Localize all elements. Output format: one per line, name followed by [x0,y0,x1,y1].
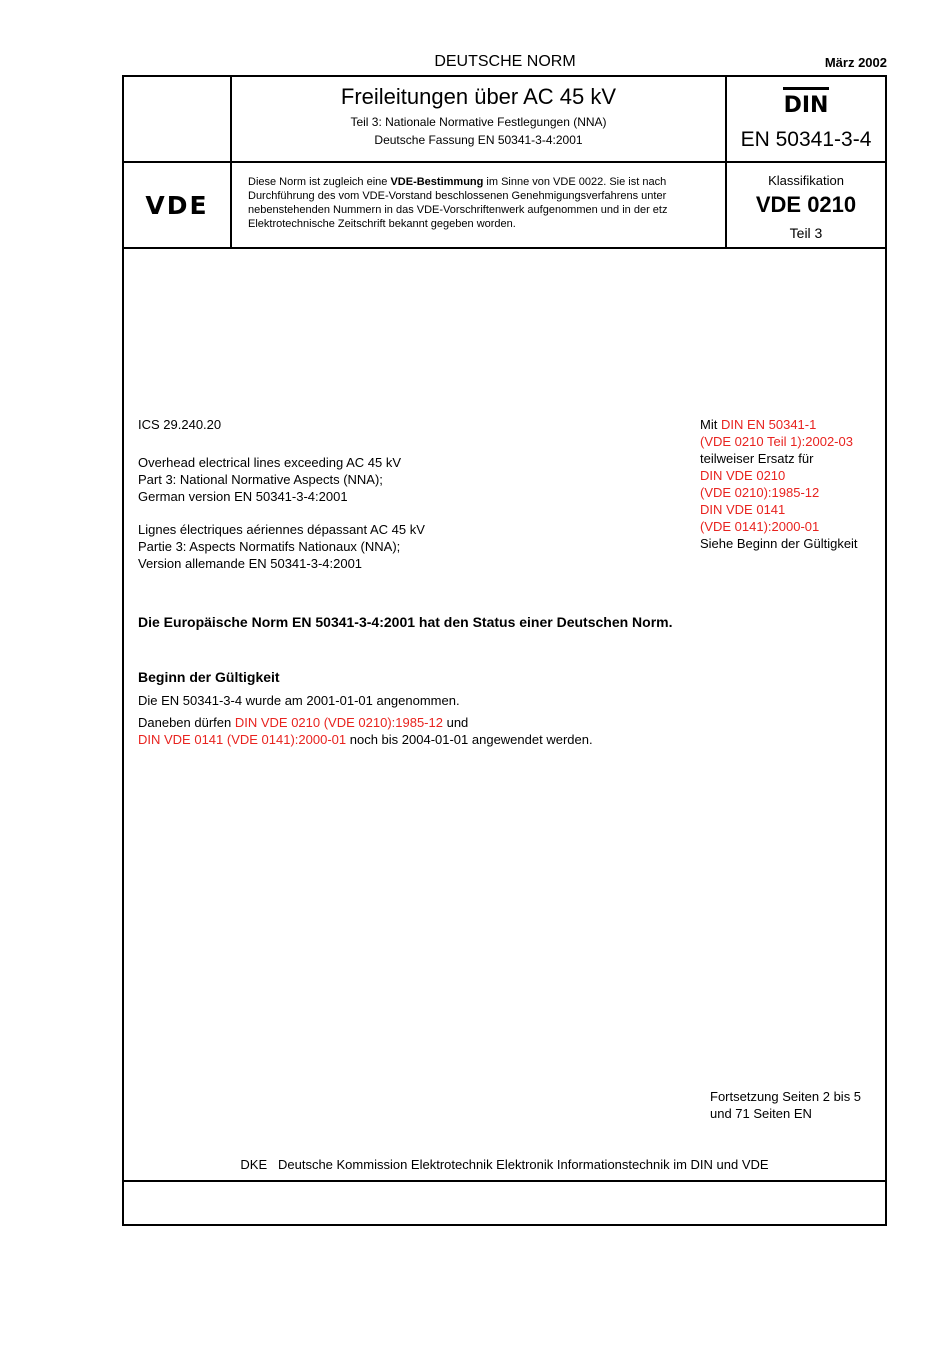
validity-paragraph: Die EN 50341-3-4 wurde am 2001-01-01 angenommen. [138,693,460,708]
document-subtitle-version: Deutsche Fassung EN 50341-3-4:2001 [374,133,583,147]
divider-line [725,77,727,249]
reference-link[interactable]: DIN VDE 0141 (VDE 0141):2000-01 [138,732,347,747]
vde-logo-text: VDE [145,192,209,218]
vde-note: Diese Norm ist zugleich eine VDE-Bestimmung im Sinne von VDE 0022. Sie ist nach Durchführung des vom VDE-Vorstand beschlossenen Genehmigungsverfahrens unter nebenstehenden Nummern in das VDE-Vorschriftenwerk aufgenommen und in der etz Elektrotechnische Zeitschrift bekannt gegeben worden. [248,176,668,230]
norm-label: DEUTSCHE NORM [434,53,576,70]
reference-link[interactable]: (VDE 0141):2000-01 [700,519,820,534]
divider-line [124,1180,885,1182]
classification-number: VDE 0210 [755,192,857,217]
reference-link[interactable]: DIN EN 50341-1 [720,417,817,432]
divider-line [124,247,885,249]
document-title: Freileitungen über AC 45 kV [340,84,617,109]
validity-paragraph-2: Daneben dürfen DIN VDE 0210 (VDE 0210):1985-12 und DIN VDE 0141 (VDE 0141):2000-01 noch bis 2004-01-01 angewendet werden. [138,715,593,747]
replacement-info: Mit DIN EN 50341-1 (VDE 0210 Teil 1):2002-03 teilweiser Ersatz für DIN VDE 0210 (VDE 0210):1985-12 DIN VDE 0141 (VDE 0141):2000-01 Siehe Beginn der Gültigkeit [700,417,858,551]
din-logo-icon [782,86,830,116]
reference-link[interactable]: DIN VDE 0210 (VDE 0210):1985-12 [234,715,443,730]
reference-link[interactable]: (VDE 0210 Teil 1):2002-03 [700,434,853,449]
ics-code: ICS 29.240.20 [138,417,222,432]
continuation-note: Fortsetzung Seiten 2 bis 5 und 71 Seiten EN [710,1089,862,1121]
standard-number: EN 50341-3-4 [740,128,872,151]
divider-line [124,161,885,163]
vde-note-bold: VDE-Bestimmung [390,176,484,188]
reference-link[interactable]: DIN VDE 0141 [700,502,786,517]
dke-footer: DKE Deutsche Kommission Elektrotechnik Elektronik Informationstechnik im DIN und VDE [240,1157,769,1172]
status-statement: Die Europäische Norm EN 50341-3-4:2001 hat den Status einer Deutschen Norm. [138,614,673,630]
english-title: Overhead electrical lines exceeding AC 45 kV Part 3: National Normative Aspects (NNA); German version EN 50341-3-4:2001 [138,455,402,504]
din-logo-text: DIN [783,93,829,116]
vde-logo-icon [132,192,222,218]
validity-heading: Beginn der Gültigkeit [138,669,280,685]
issue-date: März 2002 [824,55,887,70]
classification-part: Teil 3 [789,225,823,241]
reference-link[interactable]: DIN VDE 0210 [700,468,786,483]
french-title: Lignes électriques aériennes dépassant AC 45 kV Partie 3: Aspects Normatifs Nationaux (NNA); Version allemande EN 50341-3-4:2001 [138,522,425,571]
document-subtitle: Teil 3: Nationale Normative Festlegungen (NNA) [350,115,607,129]
reference-link[interactable]: (VDE 0210):1985-12 [700,485,820,500]
classification-label: Klassifikation [768,173,844,188]
